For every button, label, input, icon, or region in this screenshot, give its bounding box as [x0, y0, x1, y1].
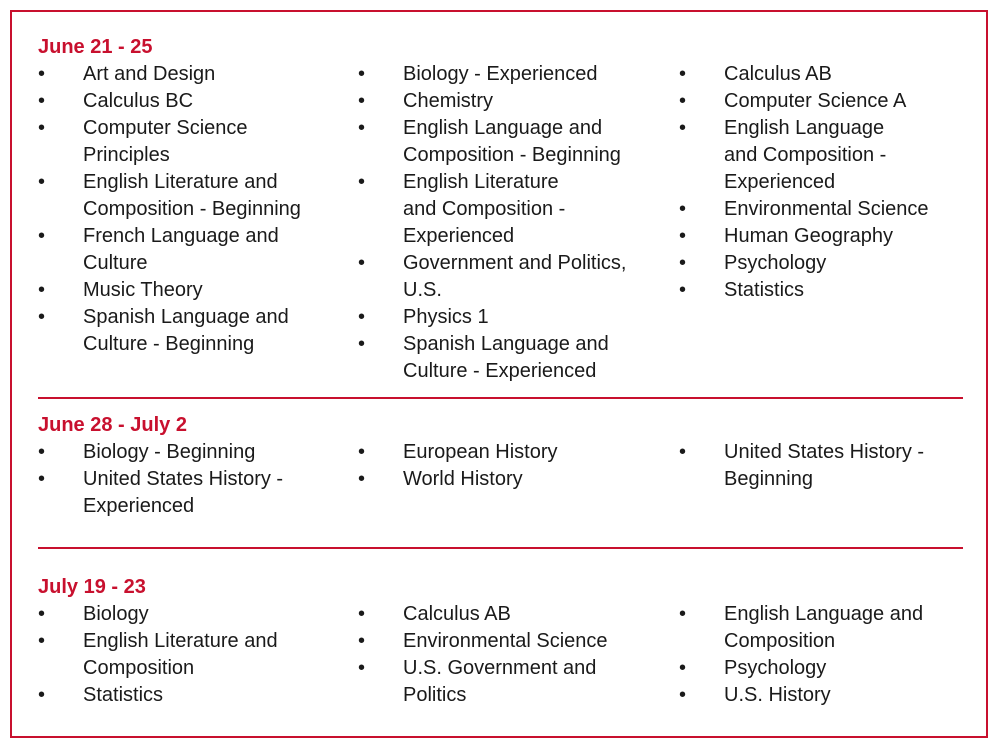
bullet-icon: • [358, 603, 366, 625]
course-name: Spanish Language and Culture - Beginning [83, 306, 289, 355]
course-name: Physics 1 [403, 306, 489, 328]
course-list-column-1 [38, 61, 338, 358]
course-item [38, 466, 338, 520]
section-title: July 19 - 23 [38, 576, 146, 598]
course-item [38, 304, 338, 358]
course-name: European History [403, 441, 558, 463]
course-name: Calculus AB [724, 63, 832, 85]
bullet-icon: • [679, 657, 687, 679]
bullet-icon: • [679, 252, 687, 274]
course-item [358, 115, 658, 169]
course-item [679, 682, 959, 709]
section-title: June 21 - 25 [38, 36, 153, 58]
course-name: Calculus AB [403, 603, 511, 625]
course-list-column-1 [38, 601, 338, 709]
bullet-icon: • [38, 225, 46, 247]
course-item [358, 250, 658, 304]
course-name: United States History - Experienced [83, 468, 284, 517]
course-item [358, 655, 658, 709]
bullet-icon: • [38, 603, 46, 625]
bullet-icon: • [358, 117, 366, 139]
course-name: World History [403, 468, 523, 490]
course-name: U.S. History [724, 684, 831, 706]
course-name: English Language and Composition [724, 603, 924, 652]
course-list-column-3 [679, 601, 959, 709]
section-title: June 28 - July 2 [38, 414, 187, 436]
course-name: Calculus BC [83, 90, 194, 112]
bullet-icon: • [679, 117, 687, 139]
course-item [38, 169, 338, 223]
course-name: Biology - Experienced [403, 63, 598, 85]
bullet-icon: • [679, 684, 687, 706]
course-name: English Literature and Composition - Experienced [403, 171, 566, 247]
bullet-icon: • [679, 603, 687, 625]
course-item [358, 628, 658, 655]
course-name: Art and Design [83, 63, 216, 85]
course-item [358, 439, 658, 466]
course-name: Environmental Science [724, 198, 929, 220]
course-item [679, 223, 959, 250]
bullet-icon: • [679, 63, 687, 85]
course-name: Music Theory [83, 279, 203, 301]
course-name: U.S. Government and Politics [403, 657, 597, 706]
course-item [679, 61, 959, 88]
course-name: English Language and Composition - Experienced [724, 117, 887, 193]
bullet-icon: • [38, 279, 46, 301]
course-item [358, 88, 658, 115]
course-name: Biology [83, 603, 149, 625]
bullet-icon: • [38, 117, 46, 139]
course-name: Government and Politics, U.S. [403, 252, 627, 301]
course-item [38, 88, 338, 115]
bullet-icon: • [358, 306, 366, 328]
course-item [38, 115, 338, 169]
bullet-icon: • [358, 333, 366, 355]
course-item [679, 115, 959, 196]
course-list-column-1 [38, 439, 338, 520]
bullet-icon: • [358, 63, 366, 85]
section-divider [38, 547, 963, 549]
bullet-icon: • [38, 630, 46, 652]
bullet-icon: • [38, 90, 46, 112]
course-item [358, 601, 658, 628]
bullet-icon: • [679, 90, 687, 112]
course-item [38, 61, 338, 88]
course-name: English Literature and Composition [83, 630, 278, 679]
bullet-icon: • [38, 306, 46, 328]
course-name: Environmental Science [403, 630, 608, 652]
course-item [358, 304, 658, 331]
bullet-icon: • [358, 468, 366, 490]
course-name: Psychology [724, 252, 827, 274]
course-list-column-3 [679, 439, 959, 493]
course-item [38, 628, 338, 682]
course-item [358, 169, 658, 250]
bullet-icon: • [679, 279, 687, 301]
bullet-icon: • [679, 441, 687, 463]
course-name: Chemistry [403, 90, 494, 112]
course-name: Statistics [724, 279, 805, 301]
course-name: Psychology [724, 657, 827, 679]
course-item [679, 250, 959, 277]
course-name: Biology - Beginning [83, 441, 256, 463]
bullet-icon: • [38, 441, 46, 463]
course-item [358, 61, 658, 88]
bullet-icon: • [358, 630, 366, 652]
bullet-icon: • [358, 441, 366, 463]
course-item [38, 277, 338, 304]
course-name: Spanish Language and Culture - Experienced [403, 333, 609, 382]
course-item [679, 655, 959, 682]
course-item [38, 682, 338, 709]
course-item [38, 439, 338, 466]
course-item [679, 196, 959, 223]
bullet-icon: • [358, 90, 366, 112]
bullet-icon: • [38, 684, 46, 706]
course-list-column-2 [358, 601, 658, 709]
course-name: English Literature and Composition - Beginning [83, 171, 301, 220]
course-list-column-2 [358, 61, 658, 385]
bullet-icon: • [358, 171, 366, 193]
course-name: United States History - Beginning [724, 441, 925, 490]
course-item [679, 601, 959, 655]
course-item [679, 439, 959, 493]
course-item [38, 601, 338, 628]
course-item [358, 331, 658, 385]
course-item [679, 88, 959, 115]
bullet-icon: • [38, 468, 46, 490]
bullet-icon: • [358, 657, 366, 679]
bullet-icon: • [38, 171, 46, 193]
section-divider [38, 397, 963, 399]
bullet-icon: • [679, 225, 687, 247]
bullet-icon: • [679, 198, 687, 220]
course-list-column-3 [679, 61, 959, 304]
course-name: Statistics [83, 684, 164, 706]
course-name: Human Geography [724, 225, 893, 247]
course-name: Computer Science A [724, 90, 907, 112]
course-item [358, 466, 658, 493]
course-item [679, 277, 959, 304]
course-name: English Language and Composition - Beginning [403, 117, 621, 166]
bullet-icon: • [358, 252, 366, 274]
bullet-icon: • [38, 63, 46, 85]
course-name: French Language and Culture [83, 225, 279, 274]
course-item [38, 223, 338, 277]
course-list-column-2 [358, 439, 658, 493]
course-name: Computer Science Principles [83, 117, 248, 166]
